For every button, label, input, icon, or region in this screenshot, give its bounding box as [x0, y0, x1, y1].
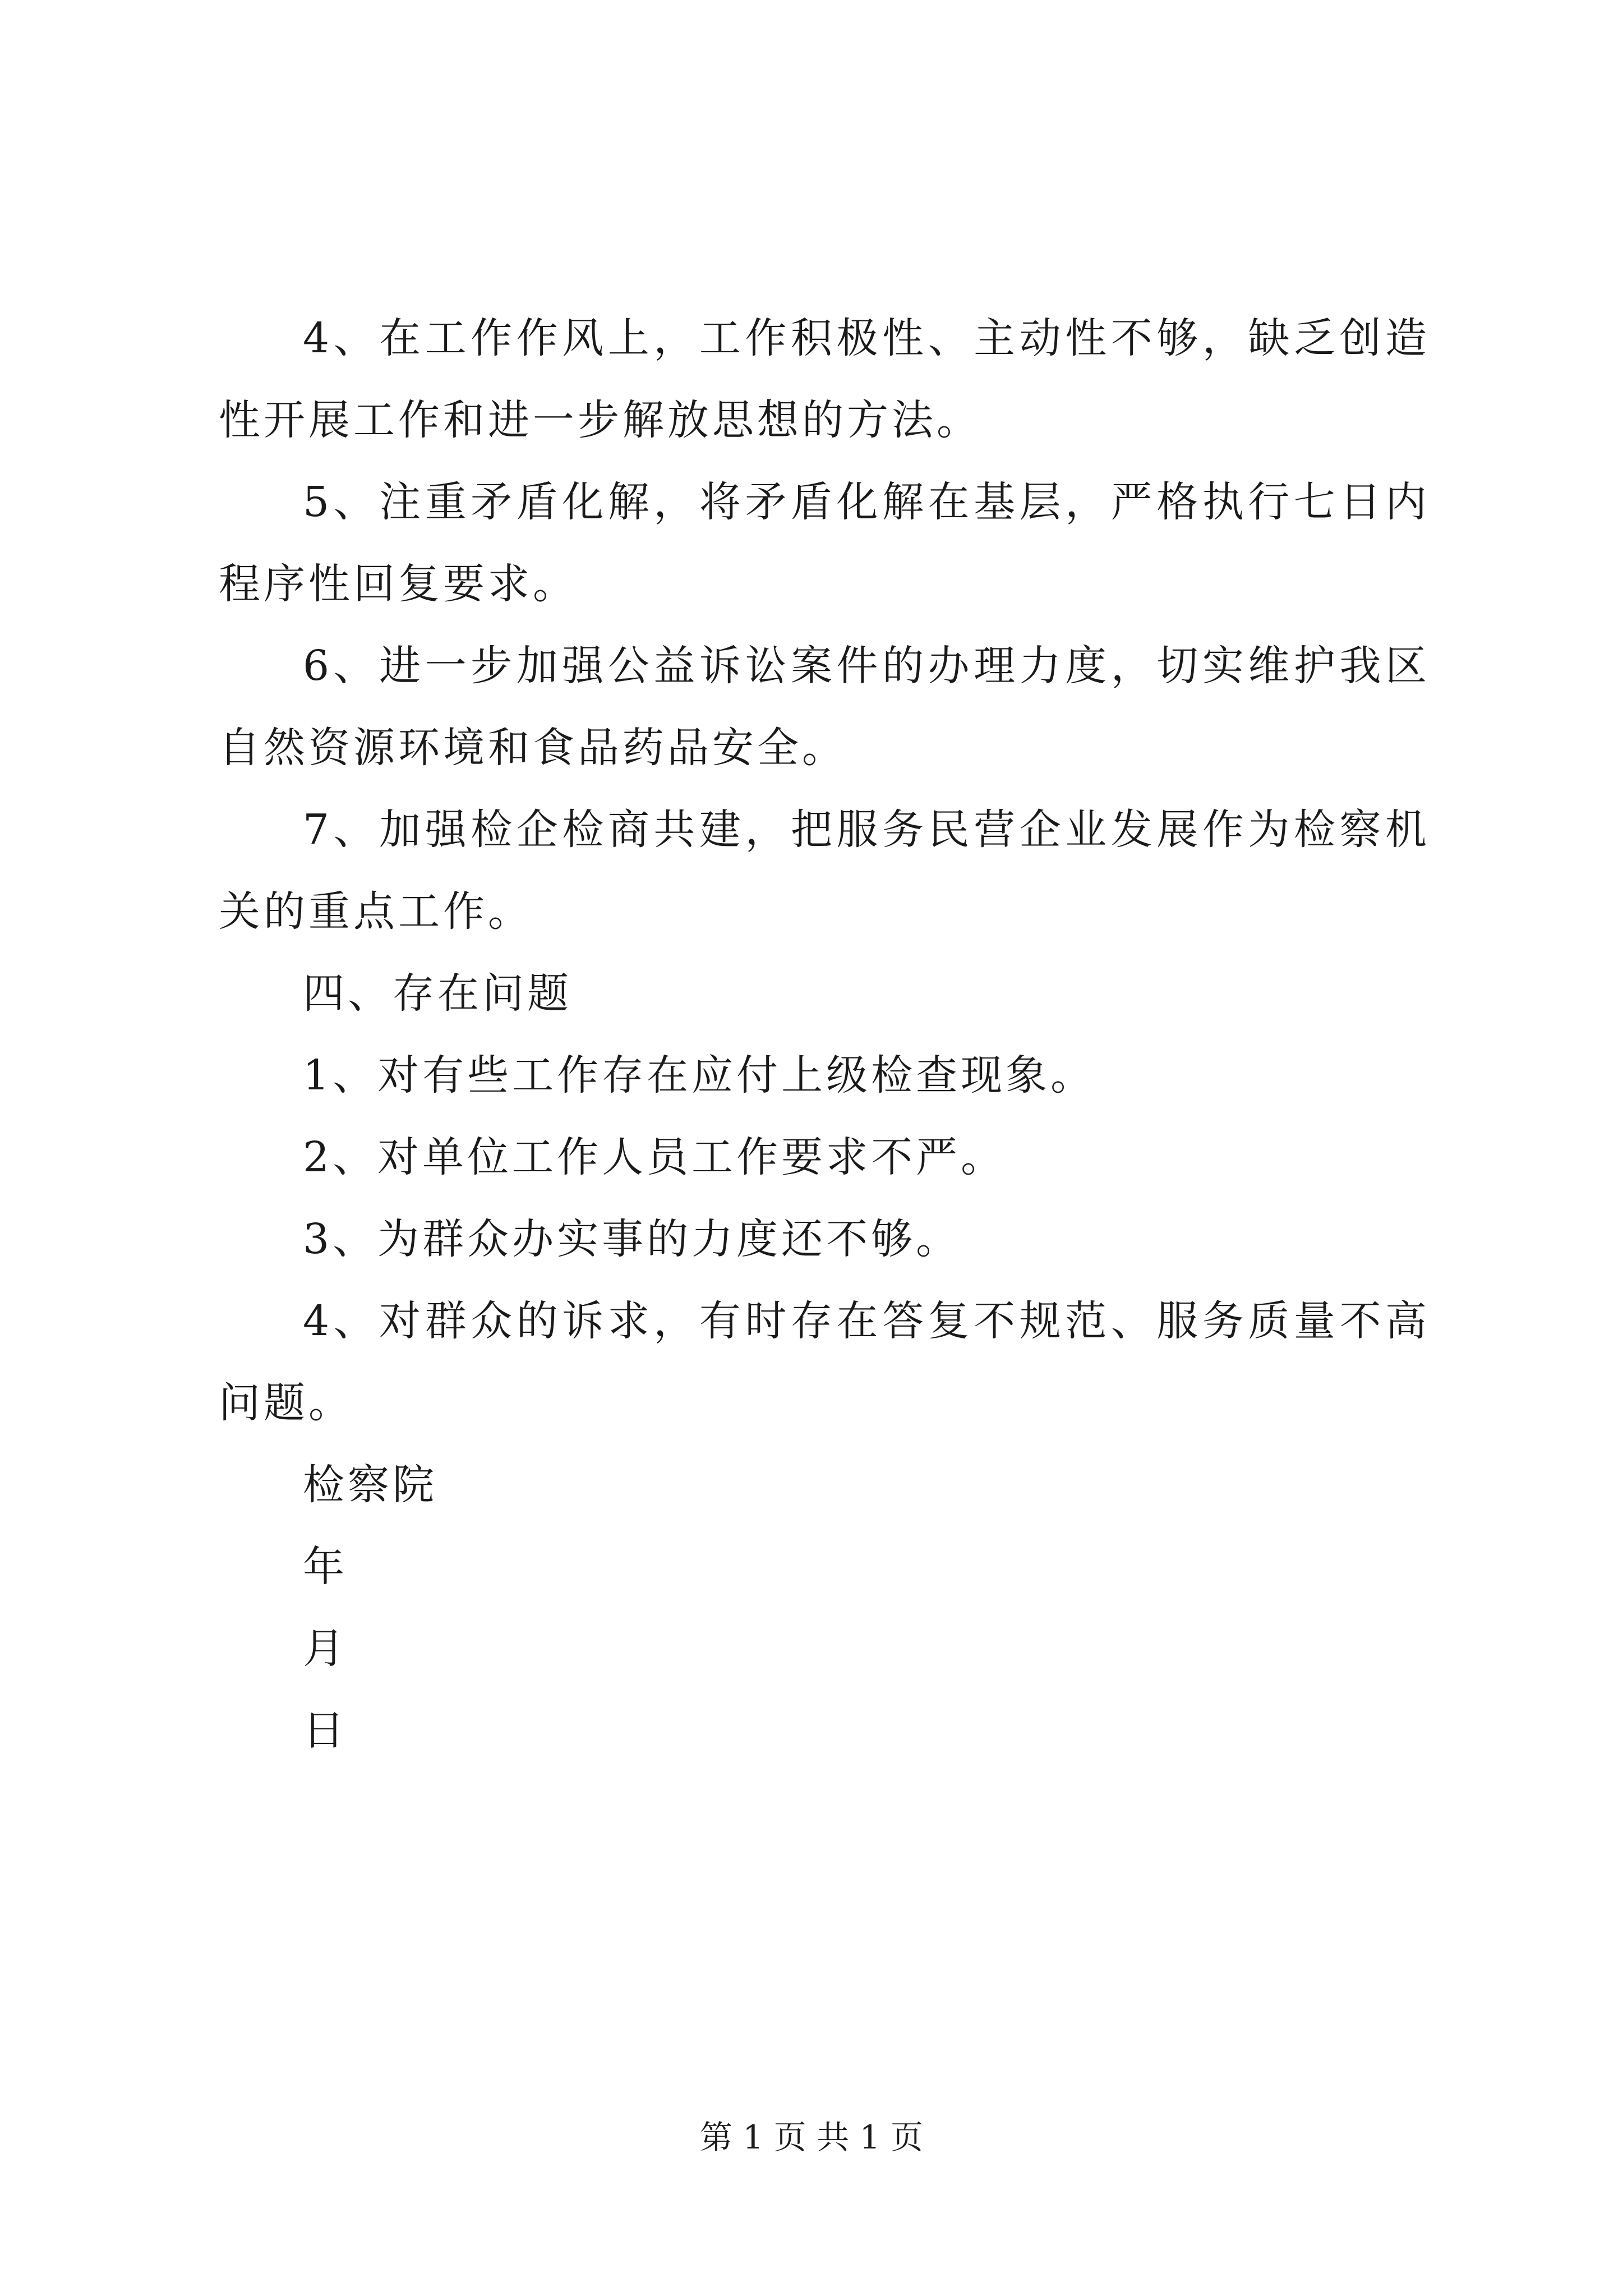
signature-day: 日 — [303, 1706, 348, 1755]
section-heading-problems: 四、存在问题 — [303, 969, 572, 1018]
document-body — [219, 297, 1430, 1772]
signature-year: 年 — [303, 1543, 348, 1591]
page-number-footer: 第 1 页 共 1 页 — [700, 2118, 923, 2156]
paragraph-public-interest: 6、进一步加强公益诉讼案件的办理力度，切实维护我区自然资源环境和食品药品安全。 — [219, 642, 1430, 772]
paragraph-enterprise: 7、加强检企检商共建，把服务民营企业发展作为检察机关的重点工作。 — [219, 806, 1430, 936]
paragraph-conflict-resolution: 5、注重矛盾化解，将矛盾化解在基层，严格执行七日内程序性回复要求。 — [219, 478, 1430, 608]
signature-month: 月 — [303, 1625, 348, 1673]
paragraph-problem-4: 4、对群众的诉求，有时存在答复不规范、服务质量不高问题。 — [219, 1297, 1430, 1427]
paragraph-problem-3: 3、为群众办实事的力度还不够。 — [303, 1215, 961, 1263]
paragraph-work-style: 4、在工作作风上，工作积极性、主动性不够，缺乏创造性开展工作和进一步解放思想的方法。 — [219, 314, 1430, 444]
paragraph-problem-1: 1、对有些工作存在应付上级检查现象。 — [303, 1051, 1096, 1099]
signature-organization: 检察院 — [303, 1461, 437, 1509]
paragraph-problem-2: 2、对单位工作人员工作要求不严。 — [303, 1133, 1006, 1181]
